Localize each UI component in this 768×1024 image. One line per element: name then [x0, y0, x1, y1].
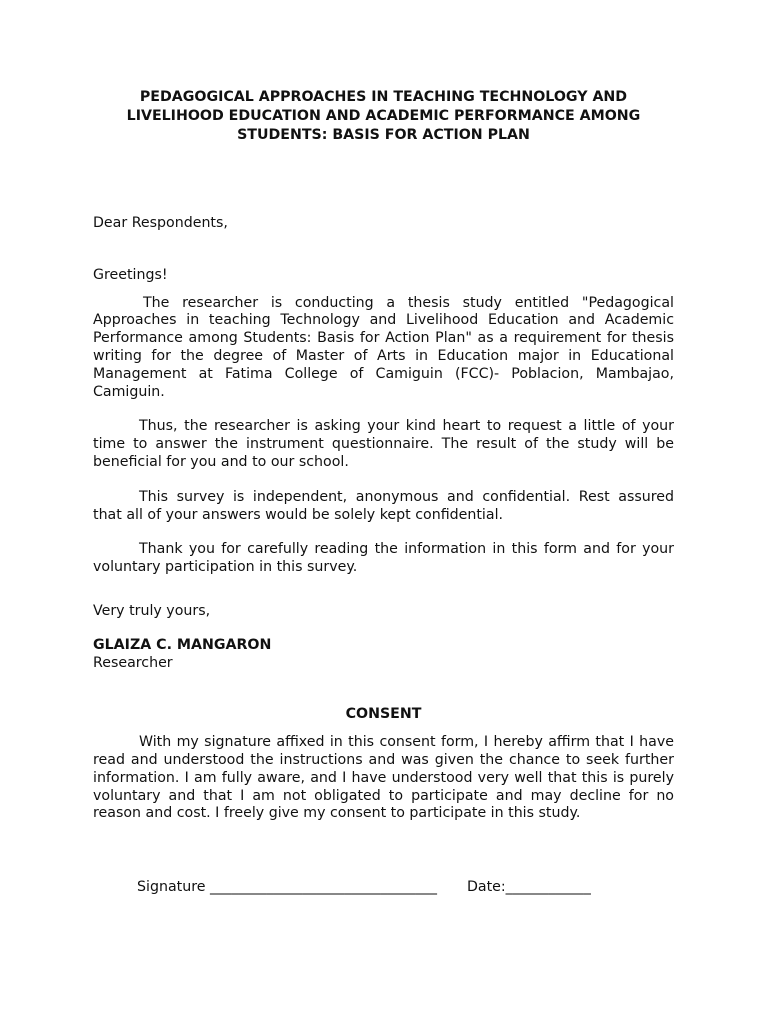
- salutation: Dear Respondents,: [93, 215, 228, 231]
- date-line[interactable]: Date:____________: [466, 878, 591, 895]
- signature-row: [128, 861, 648, 897]
- confidentiality-paragraph: This survey is independent, anonymous and confidential. Rest assured that all of your answers would be solely kept confidential.: [93, 488, 674, 523]
- greeting: Greetings!: [93, 266, 168, 283]
- thanks-paragraph: Thank you for carefully reading the information in this form and for your voluntary participation in this survey.: [93, 541, 674, 576]
- closing: Very truly yours,: [93, 602, 211, 619]
- request-paragraph: Thus, the researcher is asking your kind heart to request a little of your time to answer the instrument questionnaire. The result of the study will be beneficial for you and to our school.: [93, 418, 674, 470]
- document-page: [93, 88, 674, 823]
- author-role: Researcher: [93, 654, 173, 671]
- signature-line[interactable]: Signature ________________________________: [137, 878, 437, 895]
- consent-paragraph: With my signature affixed in this consent form, I hereby affirm that I have read and understood the instructions and was given the chance to seek further information. I am fully aware, and I have understood very well that this is purely voluntary and that I am not obligated to participate and may decline for no reason and cost. I freely give my consent to participate in this study.: [93, 734, 674, 822]
- intro-paragraph: The researcher is conducting a thesis study entitled "Pedagogical Approaches in teaching Technology and Livelihood Education and Academic Performance among Students: Basis for Action Plan" as a requirement for thesis writing for the degree of Master of Arts in Education major in Educational Management at Fatima College of Camiguin (FCC)- Poblacion, Mambajao, Camiguin.: [93, 294, 674, 400]
- consent-heading: CONSENT: [345, 706, 422, 723]
- document-title: PEDAGOGICAL APPROACHES IN TEACHING TECHNOLOGY AND LIVELIHOOD EDUCATION AND ACADEMIC PERFORMANCE AMONG STUDENTS: BASIS FOR ACTION PLAN: [126, 89, 641, 143]
- author-name: GLAIZA C. MANGARON: [93, 636, 272, 653]
